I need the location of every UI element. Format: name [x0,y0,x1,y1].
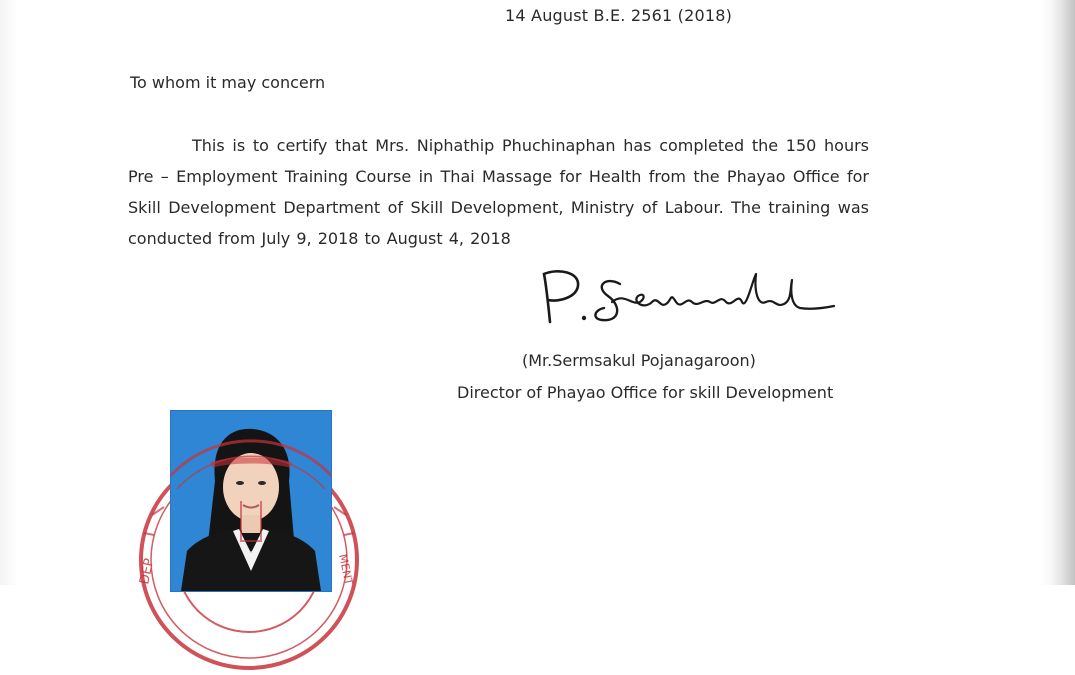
svg-text:MENT: MENT [336,552,356,587]
certification-paragraph: This is to certify that Mrs. Niphathip Phuchinaphan has completed the 150 hours Pre – Employment Training Course in Thai Massage for Health from the Phayao Office for Skill Development Department of Skill Development, Ministry of Labour. The training was conducted from July 9, 2018 to August 4, 2018 [128,136,869,248]
signer-name: (Mr.Sermsakul Pojanagaroon) [522,351,756,370]
signer-title: Director of Phayao Office for skill Development [457,383,834,402]
page-edge-shadow [1051,0,1075,585]
applicant-photo [170,410,332,592]
salutation: To whom it may concern [130,73,326,92]
svg-text:DEP: DEP [137,557,158,586]
letter-date: 14 August B.E. 2561 (2018) [505,6,733,25]
handwritten-signature [528,262,838,337]
